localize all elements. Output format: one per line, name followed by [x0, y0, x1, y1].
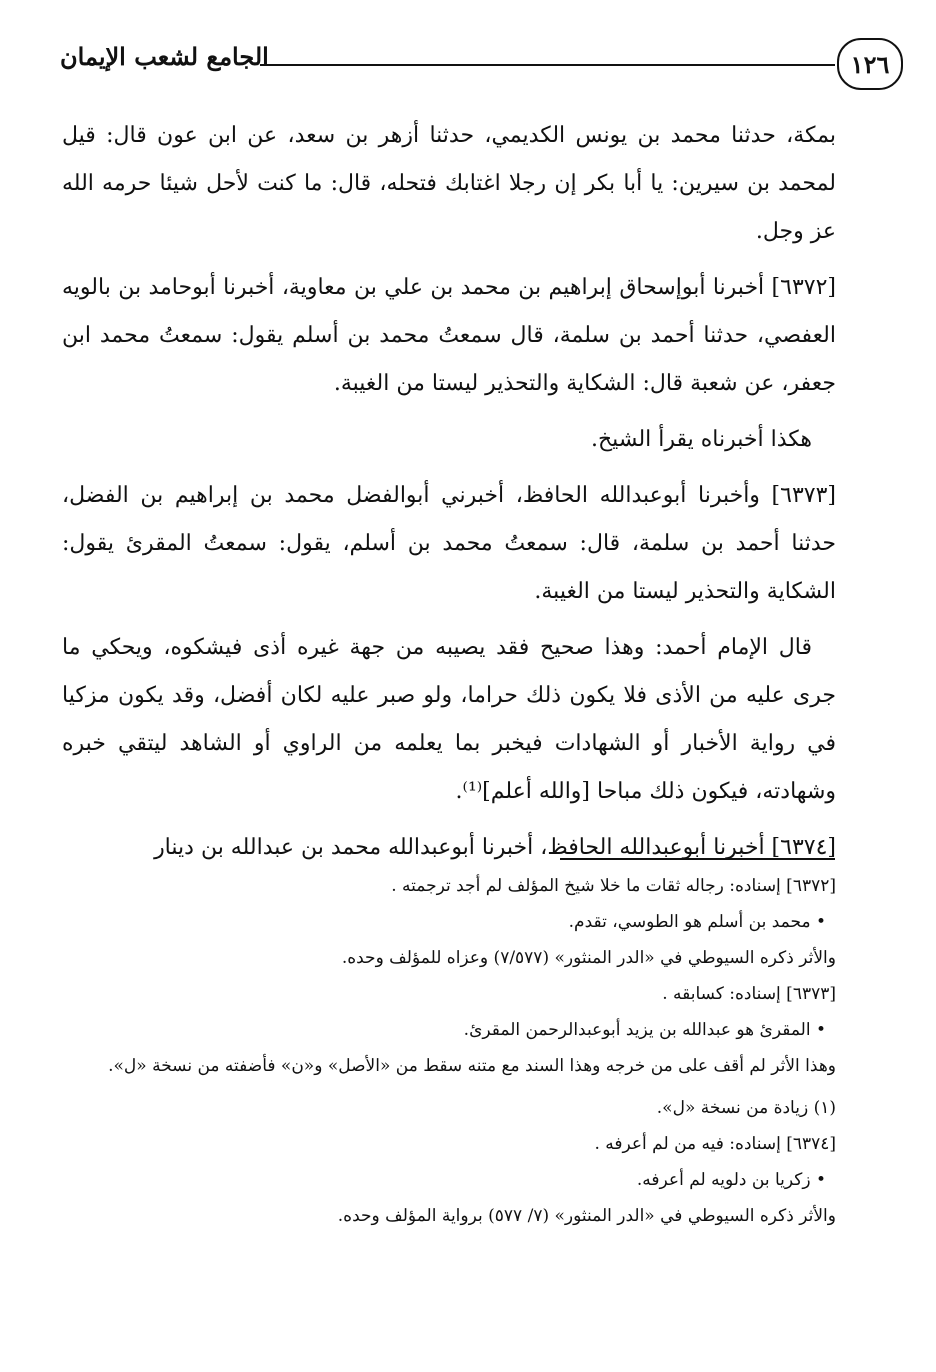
- footnote: [٦٣٧٤] إسناده: فيه من لم أعرفه .: [594, 1134, 836, 1154]
- footnote-bullet: • محمد بن أسلم هو الطوسي، تقدم.: [62, 908, 836, 936]
- footnote: (١) زيادة من نسخة «ل».: [656, 1098, 836, 1118]
- page-header: [60, 38, 890, 98]
- footnote-divider: [560, 858, 835, 860]
- running-title: الجامع لشعب الإيمان: [60, 42, 269, 71]
- main-text: [62, 112, 836, 880]
- footnote: [٦٣٧٢] إسناده: رجاله ثقات ما خلا شيخ المؤلف لم أجد ترجمته .: [391, 876, 836, 896]
- paragraph: [٦٣٧٤] أخبرنا أبوعبدالله الحافظ، أخبرنا أبوعبدالله محمد بن عبدالله بن دينار: [154, 835, 836, 860]
- footnote: والأثر ذكره السيوطي في «الدر المنثور» (٧/ ٥٧٧) برواية المؤلف وحده.: [337, 1206, 836, 1226]
- footnote-bullet: • المقرئ هو عبدالله بن يزيد أبوعبدالرحمن المقرئ.: [62, 1016, 836, 1044]
- header-rule: [260, 64, 835, 66]
- paragraph: [٦٣٧٢] أخبرنا أبوإسحاق إبراهيم بن محمد بن علي بن معاوية، أخبرنا أبوحامد بن بالويه العفصي، حدثنا أحمد بن سلمة، قال سمعتُ محمد بن أسلم يقول: سمعتُ محمد ابن جعفر، عن شعبة قال: الشكاية والتحذير ليستا من الغيبة.: [62, 275, 836, 396]
- footnotes: [62, 872, 836, 1238]
- footnote-bullet: • زكريا بن دلويه لم أعرفه.: [62, 1166, 836, 1194]
- paragraph: بمكة، حدثنا محمد بن يونس الكديمي، حدثنا أزهر بن سعد، عن ابن عون قال: قيل لمحمد بن سيرين: يا أبا بكر إن رجلا اغتابك فتحله، قال: ما كنت لأحل شيئا حرمه الله عز وجل.: [62, 123, 836, 244]
- footnote: وهذا الأثر لم أقف على من خرجه وهذا السند مع متنه سقط من «الأصل» و«ن» فأضفته من نسخة «ل».: [108, 1056, 836, 1076]
- page-number: ١٢٦: [837, 38, 903, 90]
- paragraph: قال الإمام أحمد: وهذا صحيح فقد يصيبه من جهة غيره أذى فيشكوه، ويحكي ما جرى عليه من الأذى فلا يكون ذلك حراما، ولو صبر عليه لكان أفضل، وقد يكون مزكيا في رواية الأخبار أو الشهادات فيخبر بما يعلمه من الراوي أو الشاهد ليتقي خبره وشهادته، فيكون ذلك مباحا [والله أعلم]⁽¹⁾.: [62, 635, 836, 804]
- footnote: والأثر ذكره السيوطي في «الدر المنثور» (٧/٥٧٧) وعزاه للمؤلف وحده.: [341, 948, 836, 968]
- footnote: [٦٣٧٣] إسناده: كسابقه .: [662, 984, 836, 1004]
- paragraph: هكذا أخبرناه يقرأ الشيخ.: [590, 427, 812, 452]
- paragraph: [٦٣٧٣] وأخبرنا أبوعبدالله الحافظ، أخبرني أبوالفضل محمد بن إبراهيم بن الفضل، حدثنا أحمد بن سلمة، قال: سمعتُ محمد بن أسلم، يقول: سمعتُ المقرئ يقول: الشكاية والتحذير ليستا من الغيبة.: [62, 483, 836, 604]
